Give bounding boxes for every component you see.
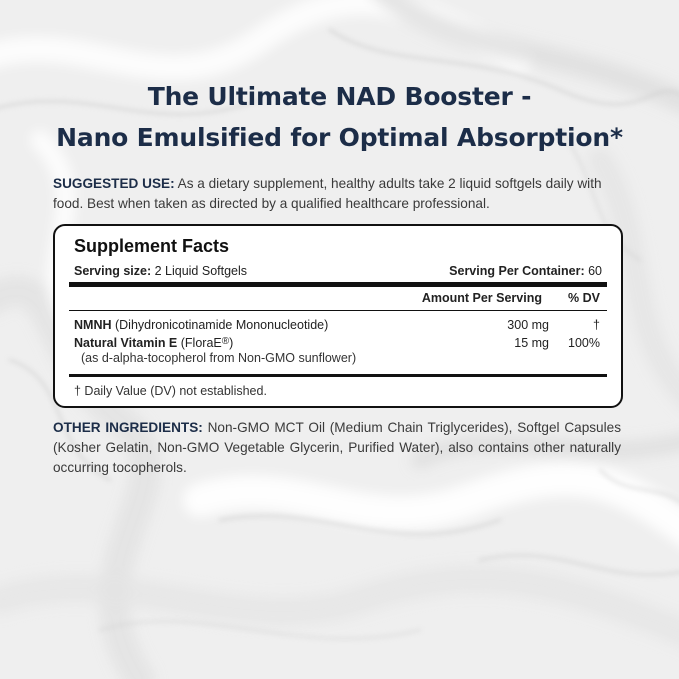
per-container-label: Serving Per Container:: [449, 264, 585, 278]
facts-title: Supplement Facts: [74, 236, 230, 256]
other-ingredients-text: Non-GMO MCT Oil (Medium Chain Triglycerides), Softgel Capsules (Kosher Gelatin, Non-GMO Vegetable Glycerin, Purified Water), also contains other naturally occurring tocopherols.: [53, 420, 621, 475]
suggested-use-text: As a dietary supplement, healthy adults take 2 liquid softgels daily with food. Best when taken as directed by a qualified healthcare professional.: [53, 176, 602, 211]
dv-column-header: % DV: [568, 291, 600, 305]
suggested-use-label: SUGGESTED USE:: [53, 176, 175, 191]
registered-mark: ®: [221, 336, 230, 347]
thick-divider: [69, 282, 607, 287]
ingredient-amount: 15 mg: [514, 336, 549, 350]
other-ingredients-paragraph: [53, 418, 621, 478]
ingredient-name-rest: (FloraE: [177, 336, 222, 350]
thin-divider: [69, 310, 607, 311]
ingredient-name: [74, 336, 233, 350]
supplement-facts-panel: [53, 224, 623, 408]
ingredient-name-bold: Natural Vitamin E: [74, 336, 178, 350]
ingredient-amount: 300 mg: [507, 318, 549, 332]
ingredient-dv: †: [593, 318, 600, 332]
suggested-use-paragraph: [53, 174, 621, 214]
per-container-value: 60: [584, 264, 602, 278]
ingredient-name-bold: NMNH: [74, 318, 112, 332]
ingredient-dv: 100%: [568, 336, 600, 350]
servings-per-container: [449, 264, 602, 278]
serving-size: [74, 264, 247, 278]
dv-footnote: † Daily Value (DV) not established.: [74, 384, 267, 398]
bottom-divider: [69, 374, 607, 377]
vitamin-e-source-note: (as d-alpha-tocopherol from Non-GMO sunflower): [81, 351, 357, 365]
ingredient-name-rest: (Dihydronicotinamide Mononucleotide): [111, 318, 329, 332]
headline-line-1: The Ultimate NAD Booster -: [147, 82, 532, 111]
serving-size-value: 2 Liquid Softgels: [151, 264, 248, 278]
facts-row-nmnh: [74, 318, 602, 336]
ingredient-name: [74, 318, 328, 332]
serving-size-label: Serving size:: [74, 264, 152, 278]
ingredient-name-close: ): [229, 336, 234, 350]
headline-line-2: Nano Emulsified for Optimal Absorption*: [56, 123, 623, 152]
other-ingredients-label: OTHER INGREDIENTS:: [53, 420, 203, 435]
amount-column-header: Amount Per Serving: [421, 291, 542, 305]
